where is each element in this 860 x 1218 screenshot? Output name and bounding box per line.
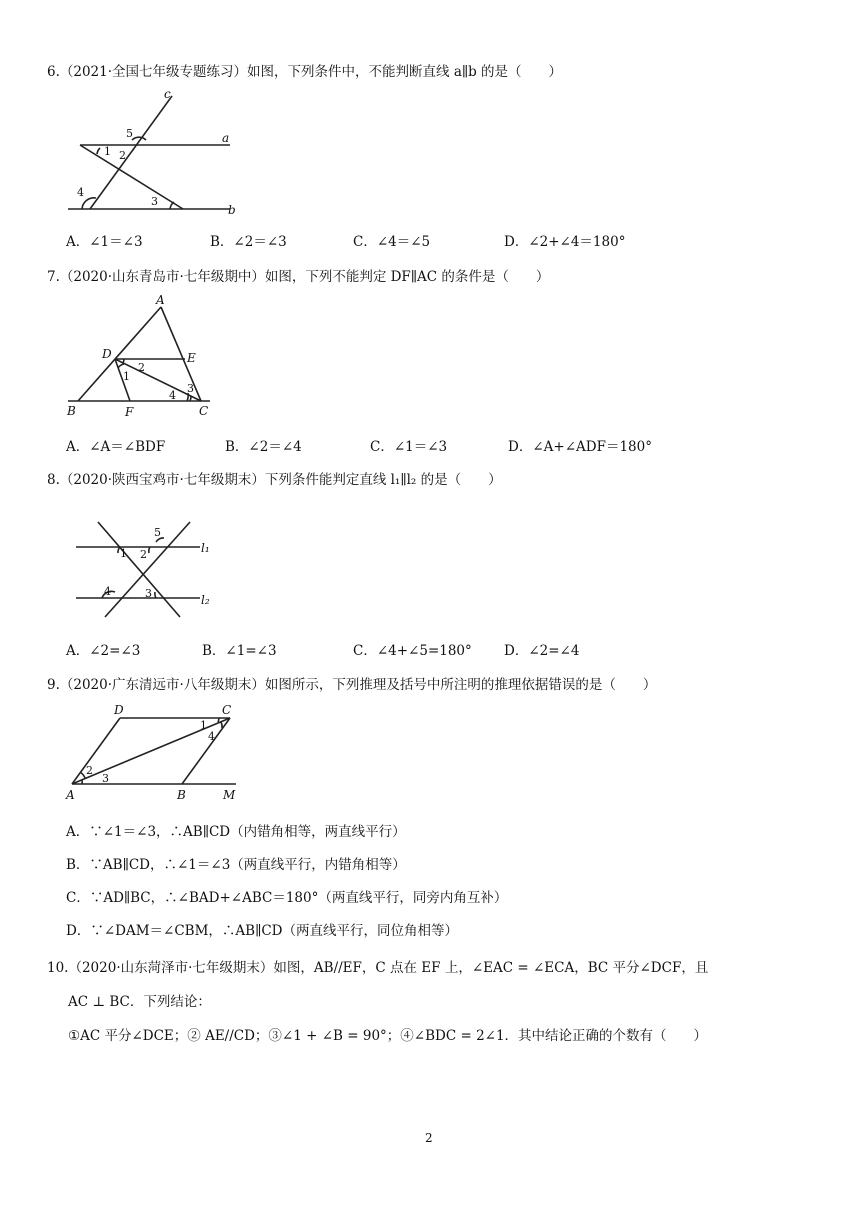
q8-label-l2: l₂ [201, 593, 210, 607]
q7-angle-1: 1 [123, 370, 130, 383]
q6-stem: 6.（2021·全国七年级专题练习）如图，下列条件中，不能判断直线 a∥b 的是（ ） [47, 64, 563, 80]
q7-angle-4: 4 [169, 389, 176, 402]
q10-line-2: AC ⊥ BC．下列结论： [68, 994, 211, 1010]
q7-label-b: B [67, 404, 76, 418]
q7-angle-2: 2 [138, 361, 145, 374]
q9-option-a: A．∵∠1＝∠3，∴AB∥CD（内错角相等，两直线平行） [66, 824, 406, 840]
q9-label-b: B [177, 788, 186, 802]
q8-angle-2: 2 [140, 548, 147, 561]
q9-option-d: D．∵∠DAM＝∠CBM，∴AB∥CD（两直线平行，同位角相等） [66, 923, 458, 939]
page-number: 2 [425, 1131, 433, 1145]
q6-label-b: b [228, 203, 236, 217]
q9-option-c: C．∵AD∥BC，∴∠BAD+∠ABC＝180°（两直线平行，同旁内角互补） [66, 890, 508, 906]
q7-option-b: B．∠2＝∠4 [225, 439, 302, 455]
q6-label-a: a [222, 131, 230, 145]
q9-option-b: B．∵AB∥CD，∴∠1＝∠3（两直线平行，内错角相等） [66, 857, 406, 873]
q10-line-3: ①AC 平分∠DCE；② AE//CD；③∠1 + ∠B = 90°；④∠BDC = 2∠1．其中结论正确的个数有（ ） [68, 1028, 708, 1044]
q9-label-c: C [222, 703, 232, 717]
q7-label-a: A [156, 293, 165, 307]
q6-label-c: c [164, 87, 171, 101]
q8-angle-1: 1 [120, 547, 127, 560]
q7-option-d: D．∠A+∠ADF＝180° [508, 439, 652, 455]
q8-option-b: B．∠1=∠3 [202, 643, 277, 659]
q6-option-a: A．∠1＝∠3 [66, 234, 143, 250]
q6-angle-5: 5 [126, 127, 133, 140]
q9-stem: 9.（2020·广东清远市·八年级期末）如图所示，下列推理及括号中所注明的推理依据错误的是（ ） [47, 677, 657, 693]
q8-option-c: C．∠4+∠5=180° [353, 643, 472, 659]
q7-figure [60, 292, 220, 422]
q6-angle-2: 2 [119, 149, 126, 162]
q8-option-a: A．∠2=∠3 [66, 643, 141, 659]
q6-option-c: C．∠4＝∠5 [353, 234, 431, 250]
q9-label-m: M [223, 788, 236, 802]
q6-angle-4: 4 [77, 186, 84, 199]
q8-option-d: D．∠2=∠4 [504, 643, 580, 659]
q9-angle-3: 3 [102, 772, 109, 785]
q10-line-1: 10.（2020·山东菏泽市·七年级期末）如图，AB//EF，C 点在 EF 上，∠EAC = ∠ECA，BC 平分∠DCF，且 [47, 960, 709, 976]
q8-label-l1: l₁ [201, 541, 210, 555]
q6-option-b: B．∠2＝∠3 [210, 234, 287, 250]
q6-angle-3: 3 [151, 195, 158, 208]
q6-angle-1: 1 [104, 145, 111, 158]
q9-figure [60, 700, 250, 810]
q7-label-d: D [102, 347, 112, 361]
q6-figure [60, 88, 250, 218]
q7-label-c: C [199, 404, 209, 418]
q8-stem: 8.（2020·陕西宝鸡市·七年级期末）下列条件能判定直线 l₁∥l₂ 的是（ ） [47, 472, 502, 488]
q9-label-d: D [114, 703, 124, 717]
q8-angle-5: 5 [154, 526, 161, 539]
q7-stem: 7.（2020·山东青岛市·七年级期中）如图，下列不能判定 DF∥AC 的条件是（ ） [47, 269, 550, 285]
q9-label-a: A [66, 788, 75, 802]
q9-angle-2: 2 [86, 764, 93, 777]
q7-label-e: E [187, 351, 196, 365]
q7-angle-3: 3 [187, 382, 194, 395]
q9-angle-1: 1 [200, 719, 207, 732]
q9-angle-4: 4 [208, 730, 215, 743]
q7-option-c: C．∠1＝∠3 [370, 439, 448, 455]
q8-angle-4: 4 [104, 585, 111, 598]
q6-option-d: D．∠2+∠4＝180° [504, 234, 626, 250]
q8-angle-3: 3 [145, 587, 152, 600]
q8-figure [60, 520, 230, 620]
q7-option-a: A．∠A＝∠BDF [66, 439, 166, 455]
q7-label-f: F [125, 405, 134, 419]
